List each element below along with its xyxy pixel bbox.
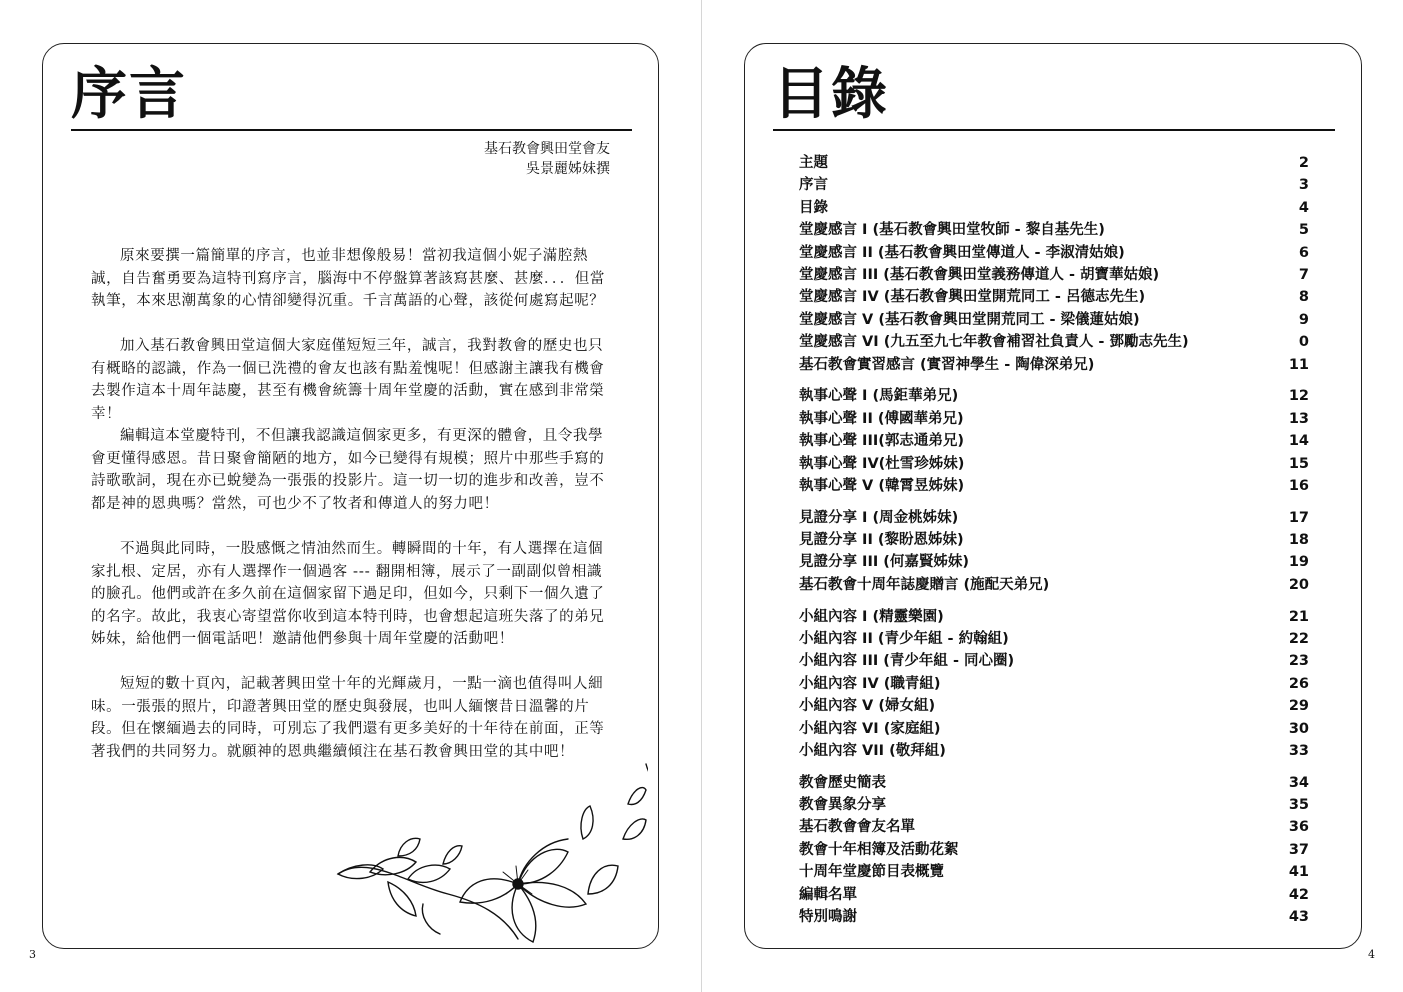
preface-paragraph: 編輯這本堂慶特刊，不但讓我認識這個家更多，有更深的體會，且令我學會更懂得感恩。昔日聚會簡陋的地方，如今已變得有規模；照片中那些手寫的詩歌歌詞，現在亦已蛻變為一張張的投影片。這一切一切的進步和改善，豈不都是神的恩典嗎？當然，可也少不了牧者和傳道人的努力吧！ <box>91 428 605 512</box>
toc-entry-title: 序言 <box>799 177 828 194</box>
toc-entry-page: 37 <box>1288 841 1309 858</box>
toc-entry-title: 主題 <box>799 155 828 171</box>
heading-rule <box>71 129 632 131</box>
toc-entry-title: 見證分享 I (周金桃姊妹) <box>799 509 959 526</box>
toc-entry-page: 3 <box>1298 177 1309 194</box>
toc-entry <box>799 906 1309 928</box>
toc-entry-title: 小組內容 III (青少年組 - 同心圈) <box>799 653 1015 670</box>
toc-entry-title: 堂慶感言 VI (九五至九七年教會補習社負責人 - 鄧勵志先生) <box>799 334 1189 351</box>
toc-entry-page: 14 <box>1288 433 1309 450</box>
toc-entry-title: 小組內容 II (青少年組 - 約翰組) <box>799 630 1009 647</box>
toc-entry <box>799 628 1309 650</box>
page-number: 4 <box>1368 948 1375 961</box>
toc-entry-page: 20 <box>1288 576 1309 593</box>
preface-paragraph: 加入基石教會興田堂這個大家庭僅短短三年，誠言，我對教會的歷史也只有概略的認識，作為一個已洗禮的會友也該有點羞愧呢！但感謝主讓我有機會去製作這本十周年誌慶，甚至有機會統籌十周年堂慶的活動，實在感到非常榮幸！ <box>91 338 605 422</box>
toc-entry-page: 30 <box>1288 720 1309 737</box>
toc-entry-title: 小組內容 VII (敬拜組) <box>799 742 946 759</box>
toc-entry-page: 22 <box>1288 630 1309 647</box>
toc-entry-title: 堂慶感言 I (基石教會興田堂牧師 - 黎自基先生) <box>799 222 1105 239</box>
toc-entry-page: 11 <box>1288 356 1309 373</box>
toc-entry <box>799 551 1309 573</box>
toc-entry-page: 12 <box>1288 388 1309 405</box>
toc-entry-title: 小組內容 I (精靈樂園) <box>799 608 944 625</box>
toc-entry-title: 堂慶感言 II (基石教會興田堂傳道人 - 李淑清姑娘) <box>799 244 1125 261</box>
toc-entry-page: 17 <box>1288 509 1309 526</box>
toc-entry <box>799 331 1309 353</box>
page-number: 3 <box>29 948 36 961</box>
toc-entry-title: 教會異象分享 <box>799 797 886 813</box>
toc-entry <box>799 673 1309 695</box>
preface-heading: 序言 <box>71 62 187 127</box>
toc-entry-title: 執事心聲 V (韓霄昱姊妹) <box>799 477 965 494</box>
toc-entry-page: 16 <box>1288 477 1309 494</box>
toc-entry <box>799 816 1309 838</box>
toc-entry-page: 23 <box>1288 653 1309 670</box>
toc-entry-title: 教會歷史簡表 <box>799 774 886 791</box>
toc-entry-title: 基石教會會友名單 <box>799 819 915 836</box>
toc-entry <box>799 507 1309 529</box>
toc-entry-page: 21 <box>1288 608 1309 625</box>
toc-entry-title: 十周年堂慶節目表概覽 <box>799 864 944 881</box>
toc-entry <box>799 385 1309 407</box>
preface-frame <box>42 43 659 949</box>
toc-entry <box>799 718 1309 740</box>
toc-entry <box>799 839 1309 861</box>
preface-paragraph: 原來要撰一篇簡單的序言，也並非想像般易！當初我這個小妮子滿腔熱誠，自告奮勇要為這特刊寫序言，腦海中不停盤算著該寫甚麼、甚麼．．．但當執筆，本來思潮萬象的心情卻變得沉重。千言萬語的心聲，該從何處寫起呢？ <box>91 248 605 310</box>
toc-entry-title: 見證分享 III (何嘉賢姊妹) <box>799 554 970 571</box>
toc-entry-page: 36 <box>1288 819 1309 836</box>
toc-entry-title: 教會十年相簿及活動花絮 <box>799 841 959 858</box>
toc-entry-title: 堂慶感言 V (基石教會興田堂開荒同工 - 梁儀蓮姑娘) <box>799 311 1140 328</box>
toc-entry-title: 編輯名單 <box>799 886 857 903</box>
toc-entry-title: 見證分享 II (黎盼恩姊妹) <box>799 532 964 548</box>
toc-entry-title: 目錄 <box>799 199 828 216</box>
toc-entry-page: 15 <box>1288 455 1309 472</box>
toc-entry-page: 8 <box>1298 289 1309 306</box>
toc-entry <box>799 529 1309 551</box>
toc-entry <box>799 861 1309 883</box>
toc-entry-title: 小組內容 VI (家庭組) <box>799 720 941 737</box>
toc-entry-page: 7 <box>1298 267 1309 283</box>
toc-entry <box>799 695 1309 717</box>
toc-entry-title: 特別鳴謝 <box>799 909 857 925</box>
toc-entry-page: 41 <box>1288 864 1309 881</box>
toc-entry <box>799 430 1309 452</box>
toc-entry-title: 小組內容 IV (職青組) <box>799 675 941 692</box>
toc-entry-page: 34 <box>1288 774 1309 791</box>
toc-entry-title: 執事心聲 IV(杜雪珍姊妹) <box>799 455 965 472</box>
preface-page <box>0 0 701 992</box>
toc-entry <box>799 475 1309 497</box>
toc-entry-page: 9 <box>1298 311 1309 328</box>
preface-paragraph: 短短的數十頁內，記載著興田堂十年的光輝歲月，一點一滴也值得叫人細味。一張張的照片，印證著興田堂的歷史與發展，也叫人緬懷昔日溫馨的片段。但在懷緬過去的同時，可別忘了我們還有更多美好的十年待在前面，正等著我們的共同努力。就願神的恩典繼續傾注在基石教會興田堂的其中吧！ <box>91 676 605 760</box>
toc-entry <box>799 650 1309 672</box>
toc-entry-page: 6 <box>1298 244 1309 261</box>
toc-entry <box>799 242 1309 264</box>
toc-entry <box>799 354 1309 376</box>
toc-entry-title: 堂慶感言 IV (基石教會興田堂開荒同工 - 呂德志先生) <box>799 289 1146 306</box>
toc-entry <box>799 772 1309 794</box>
toc-entry-page: 19 <box>1288 554 1309 571</box>
toc-entry-page: 13 <box>1288 410 1309 427</box>
toc-entry-title: 小組內容 V (婦女組) <box>799 698 936 715</box>
contents-page <box>702 0 1403 992</box>
toc-entry <box>799 152 1309 174</box>
toc-entry-title: 執事心聲 II (傅國華弟兄) <box>799 410 964 427</box>
toc-entry-page: 29 <box>1288 698 1309 715</box>
toc-entry <box>799 174 1309 196</box>
toc-entry-title: 執事心聲 I (馬鉅華弟兄) <box>799 388 959 405</box>
toc-entry <box>799 219 1309 241</box>
byline-author: 吳景麗姊妹撰 <box>526 161 610 177</box>
toc-entry-title: 執事心聲 III(郭志通弟兄) <box>799 433 964 450</box>
toc-entry-page: 42 <box>1288 886 1309 903</box>
toc-entry-page: 33 <box>1288 742 1309 759</box>
toc-entry-page: 0 <box>1298 334 1309 351</box>
toc-entry-page: 35 <box>1288 797 1309 813</box>
toc-entry-page: 26 <box>1288 675 1309 692</box>
toc-entry <box>799 794 1309 816</box>
toc-entry-page: 5 <box>1298 222 1309 239</box>
toc-entry <box>799 286 1309 308</box>
toc-entry <box>799 606 1309 628</box>
toc-entry <box>799 884 1309 906</box>
toc-entry <box>799 453 1309 475</box>
preface-paragraph: 不過與此同時，一股感慨之情油然而生。轉瞬間的十年，有人選擇在這個家扎根、定居，亦有人選擇作一個過客 --- 翻開相簿，展示了一副副似曾相識的臉孔。他們或許在多久前在這個家留下過足印，但如今，只剩下一個久遺了的名字。故此，我衷心寄望當你收到這本特刊時，也會想起這班失落了的弟兄姊妹，給他們一個電話吧！邀請他們參與十周年堂慶的活動吧！ <box>91 541 605 648</box>
toc-entry-page: 2 <box>1298 155 1309 171</box>
toc-entry-page: 4 <box>1298 199 1309 216</box>
toc-entry-page: 43 <box>1288 909 1309 925</box>
toc-entry-title: 堂慶感言 III (基石教會興田堂義務傳道人 - 胡寶華姑娘) <box>799 267 1160 283</box>
heading-rule <box>773 129 1335 131</box>
toc-entry <box>799 408 1309 430</box>
toc-entry-title: 基石教會實習感言 (實習神學生 - 陶偉深弟兄) <box>799 356 1095 373</box>
toc-entry-title: 基石教會十周年誌慶贈言 (施配天弟兄) <box>799 576 1050 593</box>
toc-entry <box>799 740 1309 762</box>
flower-illustration <box>328 744 648 944</box>
byline-affiliation: 基石教會興田堂會友 <box>484 141 610 157</box>
contents-frame <box>744 43 1362 949</box>
toc-entry <box>799 309 1309 331</box>
toc-entry <box>799 574 1309 596</box>
contents-heading: 目錄 <box>773 62 889 127</box>
preface-byline <box>484 139 610 179</box>
toc-entry <box>799 264 1309 286</box>
toc-entry <box>799 197 1309 219</box>
toc-entry-page: 18 <box>1288 532 1309 548</box>
